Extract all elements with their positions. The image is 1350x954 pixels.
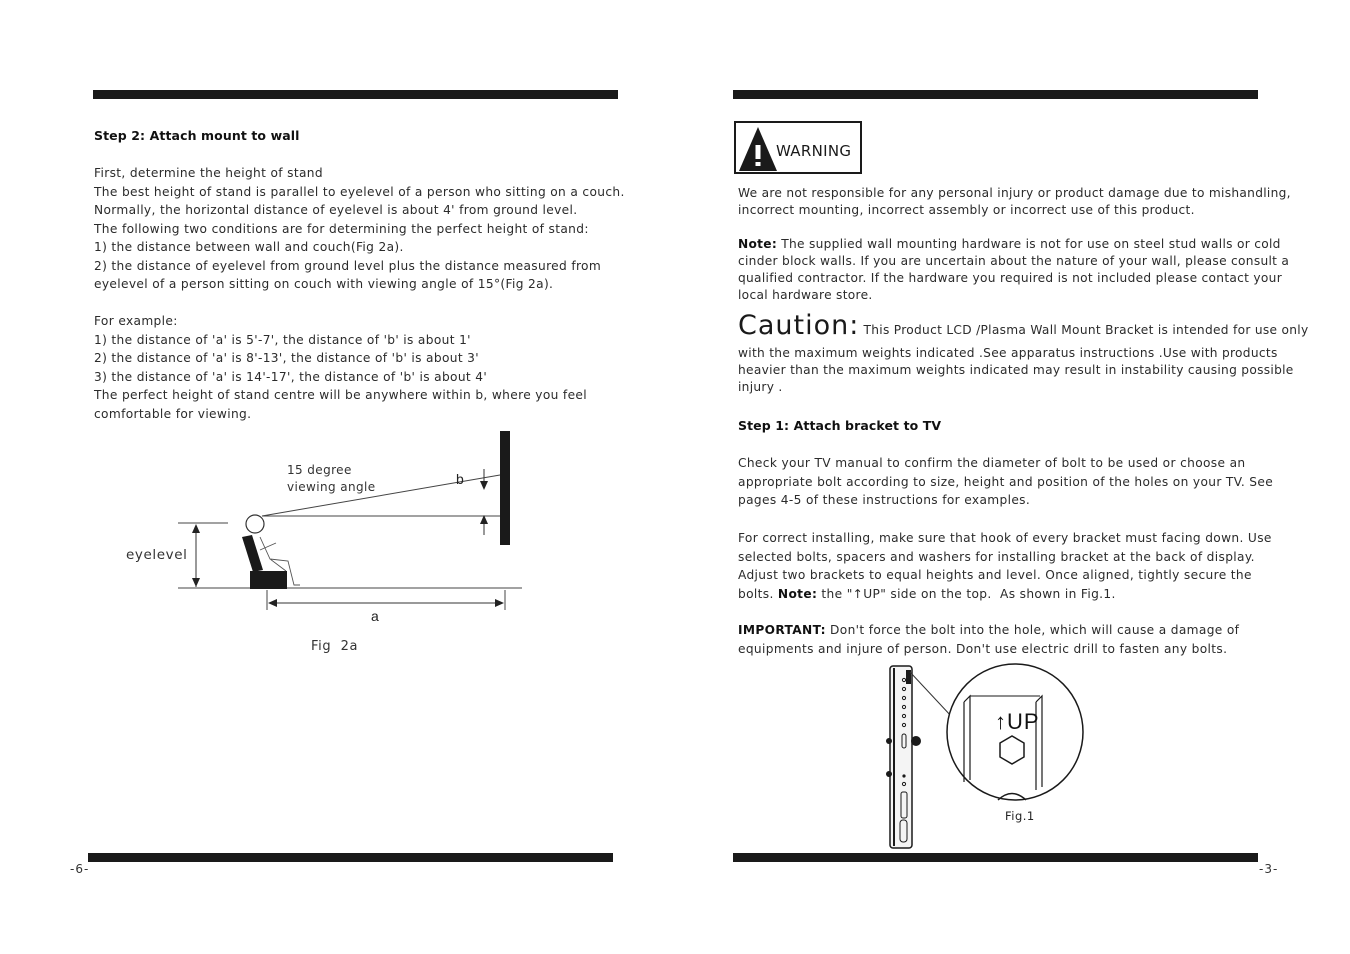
text-line: qualified contractor. If the hardware you required is not included please contact your	[738, 271, 1283, 285]
text-line: For example:	[94, 314, 178, 328]
arrow-up-icon	[192, 524, 200, 533]
arrow-left-icon	[268, 599, 277, 607]
text-line: equipments and injure of person. Don't use electric drill to fasten any bolts.	[738, 641, 1228, 656]
left-top-rule	[93, 90, 618, 99]
text-line: the "↑UP" side on the top. As shown in Fig.1.	[817, 586, 1116, 601]
left-bottom-rule	[88, 853, 613, 862]
text-line: We are not responsible for any personal injury or product damage due to mishandling,	[738, 186, 1291, 200]
text-line: 3) the distance of 'a' is 14'-17', the distance of 'b' is about 4'	[94, 369, 488, 384]
figure-caption: Fig 2a	[311, 639, 359, 654]
chair-seat-shape	[250, 571, 287, 589]
text-line: selected bolts, spacers and washers for installing bracket at the back of display.	[738, 549, 1255, 564]
right-top-rule	[733, 90, 1258, 99]
caution-text	[738, 311, 1308, 396]
text-line: injury .	[738, 380, 783, 394]
important-label: IMPORTANT:	[738, 623, 826, 637]
text-line: Normally, the horizontal distance of eyelevel is about 4' from ground level.	[94, 203, 578, 217]
text-line: 2) the distance of eyelevel from ground level plus the distance measured from	[94, 258, 602, 273]
page-number-right: -3-	[1259, 862, 1279, 876]
text-line: 1) the distance between wall and couch(Fig 2a).	[94, 240, 404, 254]
install-text	[738, 529, 1272, 603]
text-line: comfortable for viewing.	[94, 406, 252, 421]
angle-label-line-2: viewing angle	[287, 480, 376, 494]
install-note-label: Note:	[777, 586, 818, 601]
text-line: This Product LCD /Plasma Wall Mount Bracket is intended for use only	[859, 323, 1309, 337]
text-line: First, determine the height of stand	[94, 166, 323, 180]
figure-caption: Fig.1	[1005, 809, 1035, 823]
check-text	[738, 454, 1273, 510]
wall-shape	[500, 431, 510, 545]
text-line: The following two conditions are for determining the perfect height of stand:	[94, 221, 589, 236]
up-label: ↑UP	[995, 709, 1040, 734]
text-line: 2) the distance of 'a' is 8'-13', the distance of 'b' is about 3'	[94, 351, 479, 365]
important-text	[738, 621, 1239, 658]
text-line: heavier than the maximum weights indicated may result in instability causing possible	[738, 363, 1294, 377]
text-line: pages 4-5 of these instructions for examples.	[738, 493, 1031, 507]
note-text	[738, 236, 1289, 304]
text-line: 1) the distance of 'a' is 5'-7', the distance of 'b' is about 1'	[94, 332, 471, 347]
viewing-angle-diagram	[110, 425, 530, 665]
text-line: cinder block walls. If you are uncertain about the nature of your wall, please consult a	[738, 254, 1290, 268]
bracket-illustration	[880, 662, 1085, 852]
text-line: local hardware store.	[738, 288, 873, 302]
warning-triangle-icon	[738, 125, 778, 172]
arrow-down-icon	[192, 578, 200, 587]
warning-sign	[734, 121, 862, 174]
angle-label-line-1: 15 degree	[287, 463, 352, 477]
hex-bolt-icon	[1000, 736, 1024, 764]
text-line: incorrect mounting, incorrect assembly or incorrect use of this product.	[738, 203, 1195, 217]
head-shape	[246, 515, 264, 533]
text-line: Check your TV manual to confirm the diameter of bolt to be used or choose an	[738, 456, 1246, 470]
text-line: The supplied wall mounting hardware is not for use on steel stud walls or cold	[777, 237, 1281, 251]
text-line: bolts.	[738, 586, 778, 601]
note-label: Note:	[738, 237, 778, 251]
warning-label: WARNING	[776, 142, 852, 160]
text-line: appropriate bolt according to size, height and position of the holes on your TV. See	[738, 474, 1274, 489]
left-intro-text	[94, 164, 625, 423]
chair-back-shape	[242, 535, 263, 572]
arrow-down-icon	[480, 481, 488, 490]
a-label: a	[371, 608, 379, 624]
page-number-left: -6-	[70, 862, 90, 876]
text-line: with the maximum weights indicated .See apparatus instructions .Use with products	[738, 346, 1278, 360]
arrow-right-icon	[495, 599, 504, 607]
text-line: Don't force the bolt into the hole, which will cause a damage of	[825, 623, 1240, 637]
text-line: The perfect height of stand centre will be anywhere within b, where you feel	[94, 388, 588, 402]
eyelevel-label: eyelevel	[126, 547, 188, 563]
knob-icon	[911, 736, 921, 746]
disclaimer-text	[738, 185, 1291, 219]
caution-word: Caution:	[738, 310, 860, 341]
left-page-heading: Step 2: Attach mount to wall	[94, 128, 300, 143]
text-line: eyelevel of a person sitting on couch with viewing angle of 15°(Fig 2a).	[94, 277, 554, 291]
b-label: b	[456, 471, 464, 487]
text-line: Adjust two brackets to equal heights and level. Once aligned, tightly secure the	[738, 568, 1252, 582]
right-page-heading: Step 1: Attach bracket to TV	[738, 418, 942, 433]
text-line: The best height of stand is parallel to eyelevel of a person who sitting on a couch.	[94, 184, 625, 199]
text-line: For correct installing, make sure that hook of every bracket must facing down. Use	[738, 531, 1272, 545]
right-bottom-rule	[733, 853, 1258, 862]
